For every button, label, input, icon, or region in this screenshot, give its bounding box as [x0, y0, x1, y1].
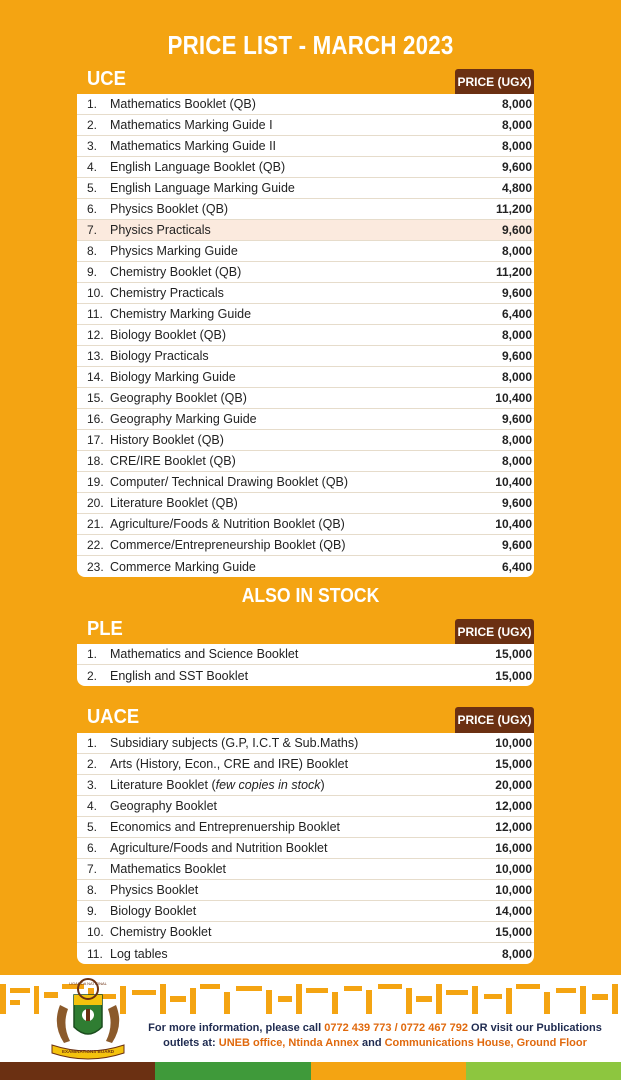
uace-price-column-header: PRICE (UGX) — [455, 707, 534, 733]
item-number: 5. — [87, 181, 98, 195]
item-name: Chemistry Booklet — [110, 925, 212, 939]
item-name: Mathematics Booklet — [110, 862, 227, 876]
uce-heading: UCE — [87, 68, 126, 90]
color-stripe — [311, 1062, 466, 1080]
item-name: History Booklet (QB) — [110, 433, 224, 447]
item-price: 9,600 — [501, 349, 532, 363]
page-title: PRICE LIST - MARCH 2023 — [167, 30, 454, 60]
table-row — [77, 367, 534, 388]
table-row — [77, 796, 534, 817]
item-name: Mathematics Marking Guide II — [110, 139, 277, 153]
item-name: Economics and Entreprenuership Booklet — [110, 820, 340, 834]
phone-numbers[interactable]: 0772 439 773 / 0772 467 792 — [324, 1022, 468, 1034]
item-name: Biology Practicals — [110, 349, 209, 363]
table-row — [77, 922, 534, 943]
item-name: Biology Booklet (QB) — [110, 328, 227, 342]
item-number: 6. — [87, 841, 98, 855]
table-row — [77, 535, 534, 556]
item-number: 1. — [87, 736, 98, 750]
item-price: 8,000 — [501, 370, 532, 384]
item-number: 10. — [87, 286, 104, 300]
item-price: 8,000 — [501, 139, 532, 153]
uce-section-header — [77, 66, 534, 94]
item-number: 11. — [87, 946, 103, 961]
color-stripe — [0, 1062, 155, 1080]
item-number: 3. — [87, 139, 98, 153]
item-price: 9,600 — [501, 538, 532, 552]
item-name: Biology Marking Guide — [110, 370, 236, 384]
table-row — [77, 157, 534, 178]
item-name: English Language Booklet (QB) — [110, 160, 286, 174]
uace-section-header — [77, 704, 534, 732]
table-row — [77, 409, 534, 430]
item-number: 6. — [87, 202, 98, 216]
item-name: Chemistry Booklet (QB) — [110, 265, 242, 279]
table-row — [77, 644, 534, 665]
table-row — [77, 220, 534, 241]
table-row — [77, 493, 534, 514]
table-row — [77, 115, 534, 136]
item-name: Literature Booklet (QB) — [110, 496, 238, 510]
table-row — [77, 733, 534, 754]
item-price: 10,400 — [495, 517, 532, 531]
uneb-crest-logo — [46, 975, 130, 1061]
item-number: 1. — [87, 647, 98, 661]
table-row — [77, 262, 534, 283]
table-row — [77, 430, 534, 451]
table-row — [77, 283, 534, 304]
table-row — [77, 880, 534, 901]
item-price: 8,000 — [501, 433, 532, 447]
item-number: 13. — [87, 349, 104, 363]
item-name: Physics Practicals — [110, 223, 211, 237]
item-price: 9,600 — [501, 496, 532, 510]
item-price: 12,000 — [495, 799, 532, 813]
item-number: 7. — [87, 862, 98, 876]
item-price: 10,000 — [495, 736, 532, 750]
uace-heading: UACE — [87, 706, 140, 728]
table-row — [77, 136, 534, 157]
item-name: Geography Booklet (QB) — [110, 391, 247, 405]
item-price: 10,000 — [495, 883, 532, 897]
item-number: 20. — [87, 496, 104, 510]
item-number: 23. — [87, 559, 104, 574]
item-number: 10. — [87, 925, 104, 939]
stock-note: few copies in stock — [215, 778, 321, 792]
table-row — [77, 346, 534, 367]
table-row — [77, 304, 534, 325]
item-price: 8,000 — [501, 97, 532, 111]
item-price: 15,000 — [495, 647, 532, 661]
item-number: 9. — [87, 265, 98, 279]
table-row — [77, 775, 534, 796]
table-row — [77, 472, 534, 493]
item-name: English Language Marking Guide — [110, 181, 295, 195]
item-number: 11. — [87, 307, 103, 321]
item-name: Physics Booklet — [110, 883, 199, 897]
item-name: Geography Booklet — [110, 799, 218, 813]
item-price: 15,000 — [495, 757, 532, 771]
item-price: 10,400 — [495, 391, 532, 405]
item-number: 16. — [87, 412, 104, 426]
item-number: 4. — [87, 160, 98, 174]
item-number: 22. — [87, 538, 104, 552]
table-row — [77, 943, 534, 964]
color-stripe — [155, 1062, 310, 1080]
item-price: 9,600 — [501, 286, 532, 300]
item-price: 8,000 — [501, 946, 532, 961]
item-price: 4,800 — [501, 181, 532, 195]
contact-text: and — [358, 1037, 385, 1049]
item-number: 12. — [87, 328, 104, 342]
table-row — [77, 665, 534, 686]
contact-text: OR visit our Publications — [467, 1022, 602, 1034]
item-number: 2. — [87, 757, 98, 771]
outlet-uneb-office: UNEB office, Ntinda Annex — [218, 1037, 359, 1049]
item-name: Mathematics Booklet (QB) — [110, 97, 256, 111]
item-name: Log tables — [110, 946, 168, 961]
item-price: 10,400 — [495, 475, 532, 489]
item-price: 8,000 — [501, 328, 532, 342]
item-price: 6,400 — [501, 559, 532, 574]
table-row — [77, 199, 534, 220]
item-number: 8. — [87, 244, 98, 258]
item-name: Chemistry Practicals — [110, 286, 224, 300]
footer-color-stripes — [0, 1062, 621, 1080]
table-row — [77, 451, 534, 472]
ple-heading: PLE — [87, 618, 123, 640]
item-name: Mathematics Marking Guide I — [110, 118, 273, 132]
item-price: 20,000 — [495, 778, 532, 792]
item-number: 2. — [87, 668, 98, 683]
item-name: Subsidiary subjects (G.P, I.C.T & Sub.Maths) — [110, 736, 359, 750]
item-price: 9,600 — [501, 223, 532, 237]
item-number: 5. — [87, 820, 98, 834]
item-price: 10,000 — [495, 862, 532, 876]
contact-text: outlets at: — [163, 1037, 219, 1049]
item-number: 7. — [87, 223, 98, 237]
item-price: 9,600 — [501, 160, 532, 174]
item-number: 1. — [87, 97, 98, 111]
item-name: Biology Booklet — [110, 904, 197, 918]
item-number: 15. — [87, 391, 104, 405]
item-price: 8,000 — [501, 118, 532, 132]
item-name: Geography Marking Guide — [110, 412, 257, 426]
item-name: English and SST Booklet — [110, 668, 249, 683]
item-name: Mathematics and Science Booklet — [110, 647, 299, 661]
table-row — [77, 817, 534, 838]
item-name: Commerce Marking Guide — [110, 559, 256, 574]
contact-line-2 — [140, 1036, 610, 1051]
contact-info — [140, 1021, 610, 1051]
contact-text: For more information, please call — [148, 1022, 325, 1034]
ple-section-header — [77, 616, 534, 644]
item-number: 3. — [87, 778, 98, 792]
item-number: 2. — [87, 118, 98, 132]
item-number: 14. — [87, 370, 104, 384]
outlet-communications-house: Communications House, Ground Floor — [384, 1037, 587, 1049]
item-price: 16,000 — [495, 841, 532, 855]
item-number: 9. — [87, 904, 98, 918]
table-row — [77, 514, 534, 535]
table-row — [77, 325, 534, 346]
table-row — [77, 754, 534, 775]
item-name: Agriculture/Foods and Nutrition Booklet — [110, 841, 328, 855]
item-number: 21. — [87, 517, 104, 531]
item-price: 15,000 — [495, 925, 532, 939]
item-name: CRE/IRE Booklet (QB) — [110, 454, 236, 468]
item-name: Commerce/Entrepreneurship Booklet (QB) — [110, 538, 346, 552]
color-stripe — [466, 1062, 621, 1080]
ple-price-table — [77, 644, 534, 686]
item-number: 4. — [87, 799, 98, 813]
item-name: Agriculture/Foods & Nutrition Booklet (QB) — [110, 517, 345, 531]
item-name: Chemistry Marking Guide — [110, 307, 252, 321]
contact-line-1 — [140, 1021, 610, 1036]
ple-price-column-header: PRICE (UGX) — [455, 619, 534, 645]
table-row — [77, 388, 534, 409]
item-price: 8,000 — [501, 244, 532, 258]
item-price: 15,000 — [495, 668, 532, 683]
item-price: 11,200 — [495, 265, 532, 279]
item-name: Physics Booklet (QB) — [110, 202, 229, 216]
uace-price-table — [77, 733, 534, 964]
table-row — [77, 838, 534, 859]
table-row — [77, 178, 534, 199]
item-number: 8. — [87, 883, 98, 897]
item-price: 8,000 — [501, 454, 532, 468]
crest-top-text: UGANDA NATIONAL — [69, 981, 107, 986]
uce-price-column-header: PRICE (UGX) — [455, 69, 534, 95]
item-name: Arts (History, Econ., CRE and IRE) Booklet — [110, 757, 349, 771]
item-name: Literature Booklet (few copies in stock) — [110, 778, 325, 792]
crest-banner-text: EXAMINATIONS BOARD — [62, 1049, 114, 1054]
uce-price-table — [77, 94, 534, 577]
item-price: 9,600 — [501, 412, 532, 426]
table-row — [77, 859, 534, 880]
item-price: 12,000 — [495, 820, 532, 834]
item-name: Physics Marking Guide — [110, 244, 238, 258]
table-row — [77, 556, 534, 577]
item-name: Computer/ Technical Drawing Booklet (QB) — [110, 475, 349, 489]
table-row — [77, 241, 534, 262]
item-price: 11,200 — [495, 202, 532, 216]
item-price: 14,000 — [495, 904, 532, 918]
table-row — [77, 901, 534, 922]
also-in-stock-heading: ALSO IN STOCK — [241, 585, 380, 607]
item-number: 18. — [87, 454, 104, 468]
item-number: 19. — [87, 475, 104, 489]
table-row — [77, 94, 534, 115]
item-price: 6,400 — [501, 307, 532, 321]
item-number: 17. — [87, 433, 104, 447]
